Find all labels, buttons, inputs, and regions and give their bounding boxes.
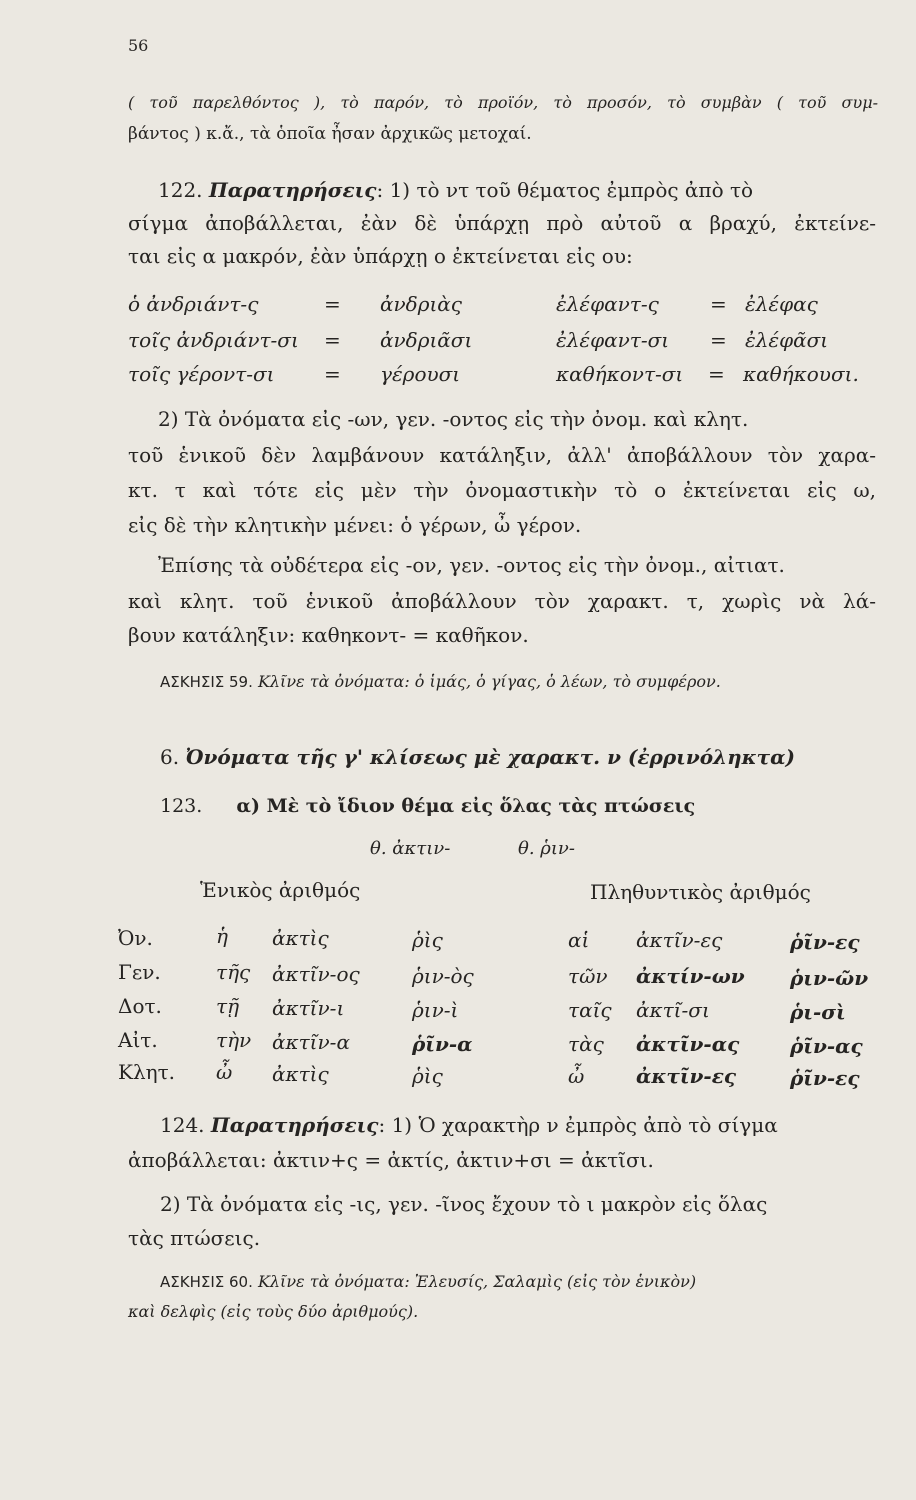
case-label: Αἰτ. bbox=[118, 1028, 158, 1052]
form-ris-plural: ῥῖν-ες bbox=[790, 1066, 860, 1090]
form-aktis-singular: ἀκτῖν-ι bbox=[272, 996, 345, 1020]
plural-header: Πληθυντικὸς ἀριθμός bbox=[590, 880, 811, 904]
article-singular: τῆς bbox=[216, 960, 251, 984]
form-ris-plural: ῥῖν-ες bbox=[790, 930, 860, 954]
article-plural: ταῖς bbox=[568, 998, 612, 1022]
section-122-line-2: σίγμα ἀποβάλλεται, ἐὰν δὲ ὑπάρχῃ πρὸ αὐτοῦ α βραχύ, ἐκτείνε- bbox=[128, 211, 876, 235]
section-122-number: 122. bbox=[158, 178, 203, 202]
example-2-left: τοῖς ἀνδριάντ-σι bbox=[128, 328, 299, 352]
example-3-mid: γέρουσι bbox=[380, 362, 461, 386]
exercise-60-label: ΑΣΚΗΣΙΣ 60. bbox=[160, 1273, 253, 1291]
article-plural: τὰς bbox=[568, 1032, 604, 1056]
para-2-line-3: κτ. τ καὶ τότε εἰς μὲν τὴν ὀνομαστικὴν τὸ ο ἐκτείνεται εἰς ω, bbox=[128, 478, 876, 502]
para-3-line-3: βουν κατάληξιν: καθηκοντ- = καθῆκον. bbox=[128, 623, 529, 647]
form-ris-singular: ῥῖν-α bbox=[412, 1032, 473, 1056]
section-122-line-3: ται εἰς α μακρόν, ἐὰν ὑπάρχῃ ο ἐκτείνεται εἰς ου: bbox=[128, 244, 633, 268]
article-plural: αἱ bbox=[568, 928, 590, 952]
theme-rin: θ. ῥιν- bbox=[518, 838, 575, 859]
form-ris-plural: ῥι-σὶ bbox=[790, 1000, 846, 1024]
section-124-line-3: 2) Τὰ ὀνόματα εἰς -ις, γεν. -ῖνος ἔχουν τὸ ι μακρὸν εἰς ὅλας bbox=[160, 1192, 768, 1216]
section-123-number: 123. bbox=[160, 795, 203, 817]
section-123-subtitle: α) Μὲ τὸ ἴδιον θέμα εἰς ὅλας τὰς πτώσεις bbox=[236, 795, 696, 817]
form-ris-plural: ῥιν-ῶν bbox=[790, 966, 869, 990]
para-2-line-1: 2) Τὰ ὀνόματα εἰς -ων, γεν. -οντος εἰς τὴν ὀνομ. καὶ κλητ. bbox=[158, 407, 749, 431]
case-label: Ὀν. bbox=[118, 926, 153, 950]
form-ris-singular: ῥὶς bbox=[412, 928, 443, 952]
example-3-equals-2: = bbox=[708, 362, 725, 386]
para-3-line-1: Ἐπίσης τὰ οὐδέτερα εἰς -ον, γεν. -οντος εἰς τὴν ὀνομ., αἰτιατ. bbox=[158, 553, 785, 577]
para-2-line-2: τοῦ ἑνικοῦ δὲν λαμβάνουν κατάληξιν, ἀλλ' ἀποβάλλουν τὸν χαρα- bbox=[128, 443, 876, 467]
example-1-left: ὁ ἀνδριάντ-ς bbox=[128, 292, 259, 316]
article-plural: τῶν bbox=[568, 964, 608, 988]
example-2-equals: = bbox=[324, 328, 341, 352]
form-ris-singular: ῥὶς bbox=[412, 1064, 443, 1088]
article-singular: ἡ bbox=[216, 924, 228, 948]
section-124-line-2: ἀποβάλλεται: ἀκτιν+ς = ἀκτίς, ἀκτιν+σι = ἀκτῖσι. bbox=[128, 1148, 654, 1172]
section-123-line bbox=[160, 795, 695, 817]
example-1-mid: ἀνδριὰς bbox=[380, 292, 463, 316]
case-label: Κλητ. bbox=[118, 1060, 176, 1084]
form-aktis-singular: ἀκτῖν-ος bbox=[272, 962, 360, 986]
form-aktis-singular: ἀκτὶς bbox=[272, 1062, 329, 1086]
example-1-equals: = bbox=[324, 292, 341, 316]
intro-line-1: ( τοῦ παρελθόντος ), τὸ παρόν, τὸ προϊόν, τὸ προσόν, τὸ συμβὰν ( τοῦ συμ- bbox=[128, 93, 878, 112]
section-124-number: 124. bbox=[160, 1113, 205, 1137]
example-3-result: καθήκουσι. bbox=[743, 362, 859, 386]
example-3-equals: = bbox=[324, 362, 341, 386]
form-aktis-plural: ἀκτῖν-ες bbox=[636, 1064, 737, 1088]
example-3-left: τοῖς γέροντ-σι bbox=[128, 362, 275, 386]
page-number: 56 bbox=[128, 36, 149, 55]
example-2-mid: ἀνδριᾶσι bbox=[380, 328, 473, 352]
exercise-59 bbox=[160, 672, 721, 691]
form-aktis-plural: ἀκτῖν-ες bbox=[636, 928, 723, 952]
form-ris-singular: ῥιν-ὸς bbox=[412, 964, 474, 988]
article-plural: ὦ bbox=[568, 1064, 585, 1088]
article-singular: τὴν bbox=[216, 1028, 252, 1052]
exercise-59-label: ΑΣΚΗΣΙΣ 59. bbox=[160, 673, 253, 691]
example-1-result: ἐλέφας bbox=[745, 292, 818, 316]
section-124-line-4: τὰς πτώσεις. bbox=[128, 1226, 261, 1250]
form-aktis-singular: ἀκτὶς bbox=[272, 926, 329, 950]
form-aktis-singular: ἀκτῖν-α bbox=[272, 1030, 350, 1054]
para-3-line-2: καὶ κλητ. τοῦ ἑνικοῦ ἀποβάλλουν τὸν χαρακτ. τ, χωρὶς νὰ λά- bbox=[128, 589, 876, 613]
exercise-60-line-1 bbox=[160, 1272, 696, 1291]
example-2-equals-2: = bbox=[710, 328, 727, 352]
exercise-59-text: Κλῖνε τὰ ὀνόματα: ὁ ἱμάς, ὁ γίγας, ὁ λέων, τὸ συμφέρον. bbox=[257, 672, 721, 691]
section-124-line-1 bbox=[160, 1113, 778, 1137]
form-ris-plural: ῥῖν-ας bbox=[790, 1034, 863, 1058]
example-2-right: ἐλέφαντ-σι bbox=[556, 328, 670, 352]
section-122-heading: Παρατηρήσεις bbox=[208, 178, 377, 202]
section-122-line-1-text: : 1) τὸ ντ τοῦ θέματος ἐμπρὸς ἀπὸ τὸ bbox=[376, 178, 754, 202]
form-aktis-plural: ἀκτίν-ων bbox=[636, 964, 745, 988]
section-6-heading bbox=[160, 745, 795, 769]
theme-aktin: θ. ἀκτιν- bbox=[370, 838, 451, 859]
case-label: Δοτ. bbox=[118, 994, 162, 1018]
example-1-right: ἐλέφαντ-ς bbox=[556, 292, 659, 316]
para-2-line-4: εἰς δὲ τὴν κλητικὴν μένει: ὁ γέρων, ὦ γέρον. bbox=[128, 513, 582, 537]
section-124-line-1-text: : 1) Ὁ χαρακτὴρ ν ἐμπρὸς ἀπὸ τὸ σίγμα bbox=[378, 1113, 778, 1137]
article-singular: ὦ bbox=[216, 1060, 233, 1084]
exercise-60-line-2: καὶ δελφὶς (εἰς τοὺς δύο ἀριθμούς). bbox=[128, 1302, 419, 1321]
section-6-number: 6. bbox=[160, 745, 180, 769]
example-2-result: ἐλέφᾶσι bbox=[745, 328, 829, 352]
form-aktis-plural: ἀκτῖν-ας bbox=[636, 1032, 740, 1056]
example-1-equals-2: = bbox=[710, 292, 727, 316]
intro-line-2: βάντος ) κ.ἄ., τὰ ὁποῖα ἦσαν ἀρχικῶς μετοχαί. bbox=[128, 124, 532, 144]
form-aktis-plural: ἀκτῖ-σι bbox=[636, 998, 710, 1022]
case-label: Γεν. bbox=[118, 960, 161, 984]
example-3-right: καθήκοντ-σι bbox=[556, 362, 684, 386]
article-singular: τῇ bbox=[216, 994, 240, 1018]
singular-header: Ἑνικὸς ἀριθμός bbox=[200, 878, 361, 902]
form-ris-singular: ῥιν-ὶ bbox=[412, 998, 459, 1022]
section-124-heading: Παρατηρήσεις bbox=[210, 1113, 379, 1137]
exercise-60-text: Κλῖνε τὰ ὀνόματα: Ἐλευσίς, Σαλαμὶς (εἰς τὸν ἑνικὸν) bbox=[257, 1272, 697, 1291]
section-122-line-1 bbox=[158, 178, 753, 202]
section-6-title: Ὀνόματα τῆς γ' κλίσεως μὲ χαρακτ. ν (ἐρρινόληκτα) bbox=[185, 745, 795, 769]
